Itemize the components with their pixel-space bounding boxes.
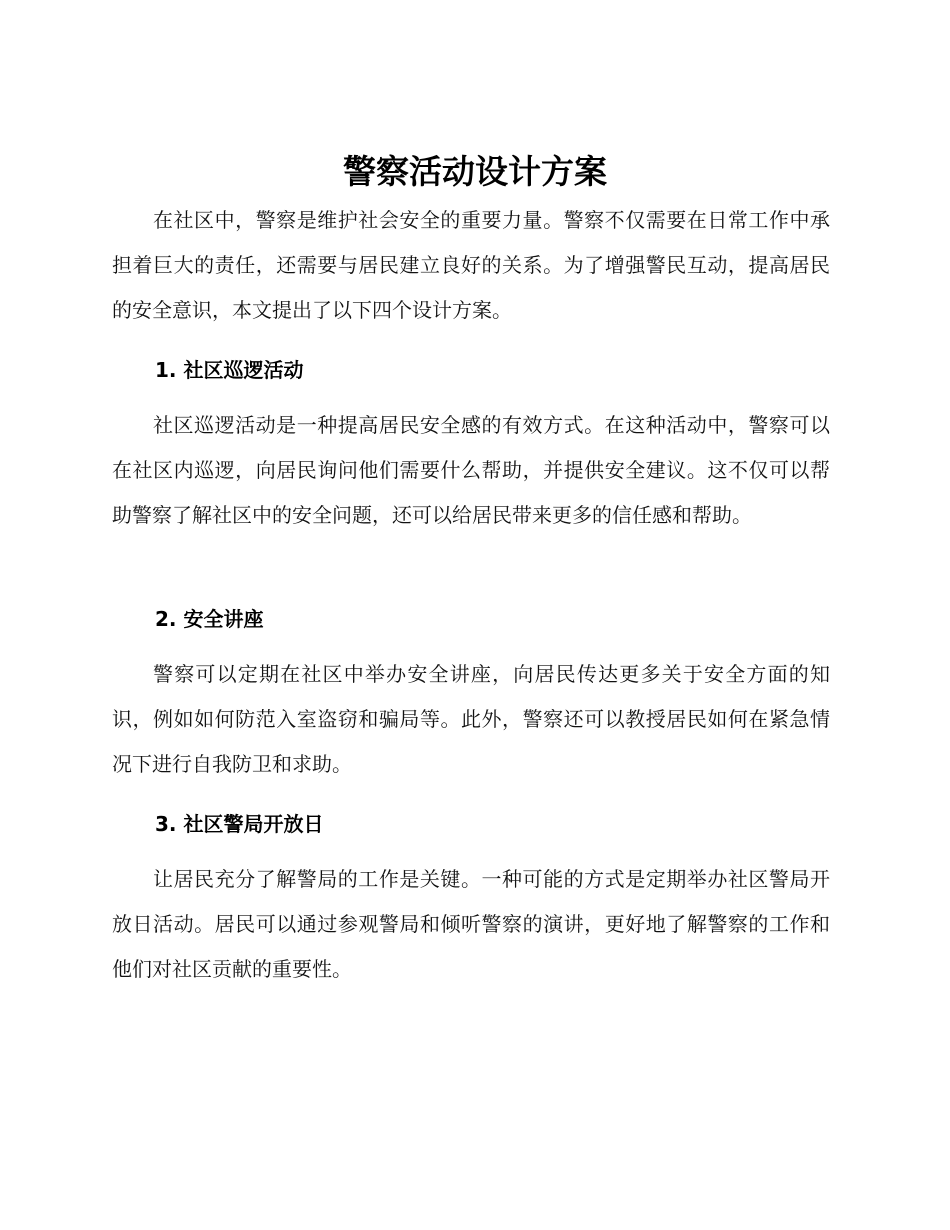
section-heading-open-day: 3. 社区警局开放日: [155, 812, 324, 836]
intro-paragraph: 在社区中，警察是维护社会安全的重要力量。警察不仅需要在日常工作中承担着巨大的责任，还需要与居民建立良好的关系。为了增强警民互动，提高居民的安全意识，本文提出了以下四个设计方案。: [112, 208, 830, 322]
section-heading-lecture: 2. 安全讲座: [155, 607, 264, 631]
section-body-patrol: 社区巡逻活动是一种提高居民安全感的有效方式。在这种活动中，警察可以在社区内巡逻，向居民询问他们需要什么帮助，并提供安全建议。这不仅可以帮助警察了解社区中的安全问题，还可以给居民带来更多的信任感和帮助。: [112, 413, 830, 527]
section-body-open-day: 让居民充分了解警局的工作是关键。一种可能的方式是定期举办社区警局开放日活动。居民可以通过参观警局和倾听警察的演讲，更好地了解警察的工作和他们对社区贡献的重要性。: [112, 867, 830, 981]
document-title: 警察活动设计方案: [343, 152, 607, 191]
section-body-lecture: 警察可以定期在社区中举办安全讲座，向居民传达更多关于安全方面的知识，例如如何防范入室盗窃和骗局等。此外，警察还可以教授居民如何在紧急情况下进行自我防卫和求助。: [112, 662, 830, 776]
section-heading-patrol: 1. 社区巡逻活动: [155, 358, 304, 382]
